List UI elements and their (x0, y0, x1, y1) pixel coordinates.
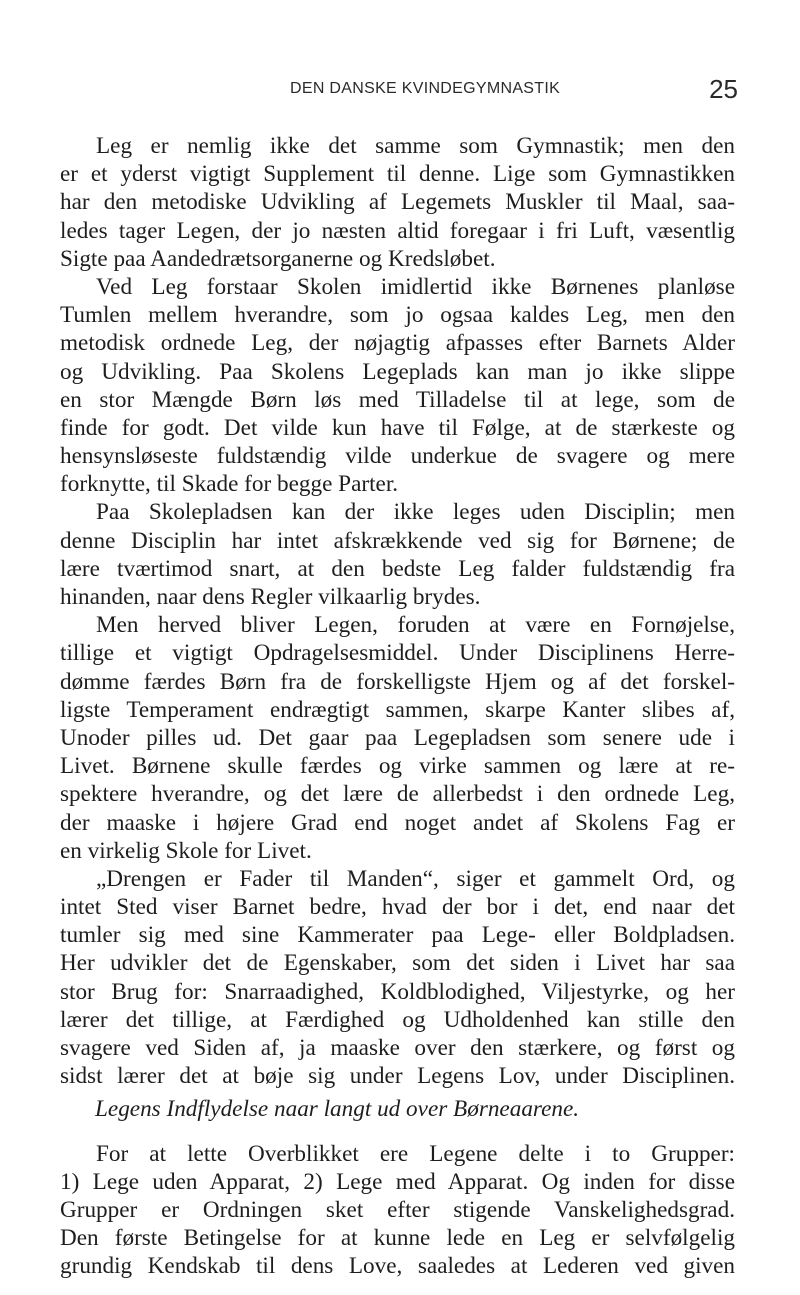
text-line: og Udvikling. Paa Skolens Legeplads kan man jo ikke slippe (60, 358, 735, 385)
section-heading: Legens Indflydelse naar langt ud over Børneaarene. (95, 1096, 580, 1123)
text-line: ledes tager Legen, der jo næsten altid foregaar i fri Luft, væsentlig (60, 217, 735, 244)
text-line: sidst lærer det at bøje sig under Legens Lov, under Disciplinen. (60, 1063, 735, 1090)
text-line: der maaske i højere Grad end noget andet af Skolens Fag er (60, 809, 735, 836)
text-line: svagere ved Siden af, ja maaske over den stærkere, og først og (60, 1035, 735, 1061)
text-line: Den første Betingelse for at kunne lede en Leg er selvfølgelig (60, 1225, 735, 1252)
text-line: Tumlen mellem hverandre, som jo ogsaa kaldes Leg, men den (60, 302, 735, 329)
text-line: hensynsløseste fuldstændig vilde underkue de svagere og mere (60, 443, 735, 470)
text-line: lærer det tillige, at Færdighed og Udholdenhed kan stille den (60, 1006, 735, 1033)
text-line: metodisk ordnede Leg, der nøjagtig afpasses efter Barnets Alder (60, 330, 735, 357)
text-line: har den metodiske Udvikling af Legemets Muskler til Maal, saa- (60, 189, 735, 216)
page-number: 25 (709, 74, 738, 104)
text-line: tumler sig med sine Kammerater paa Lege- eller Boldpladsen. (60, 922, 735, 949)
text-line: Ved Leg forstaar Skolen imidlertid ikke Børnenes planløse (96, 273, 735, 300)
text-line: Livet. Børnene skulle færdes og virke sammen og lære at re- (60, 753, 735, 780)
text-line: dømme færdes Børn fra de forskelligste Hjem og af det forskel- (60, 668, 735, 695)
text-line: en stor Mængde Børn løs med Tilladelse til at lege, som de (60, 386, 735, 413)
text-line: en virkelig Skole for Livet. (60, 837, 312, 864)
text-line: Paa Skolepladsen kan der ikke leges uden Disciplin; men (96, 499, 735, 526)
text-line: Sigte paa Aandedrætsorganerne og Kredsløbet. (60, 245, 496, 272)
running-title: DEN DANSKE KVINDEGYMNASTIK (290, 80, 561, 97)
text-line: Her udvikler det de Egenskaber, som det siden i Livet har saa (60, 950, 735, 977)
text-line: Men herved bliver Legen, foruden at være en Fornøjelse, (96, 612, 735, 639)
text-line: finde for godt. Det vilde kun have til Følge, at de stærkeste og (60, 414, 735, 441)
text-line: ligste Temperament endrægtigt sammen, skarpe Kanter slibes af, (60, 696, 735, 723)
text-line: „Drengen er Fader til Manden“, siger et gammelt Ord, og (96, 865, 735, 892)
text-line: grundig Kendskab til dens Love, saaledes at Lederen ved given (60, 1253, 735, 1280)
text-line: Unoder pilles ud. Det gaar paa Legepladsen som senere ude i (60, 724, 735, 751)
text-line: Leg er nemlig ikke det samme som Gymnastik; men den (96, 133, 735, 159)
text-line: hinanden, naar dens Regler vilkaarlig brydes. (60, 584, 481, 610)
running-header (0, 74, 800, 108)
text-line: lære tværtimod snart, at den bedste Leg falder fuldstændig fra (60, 555, 735, 582)
text-line: tillige et vigtigt Opdragelsesmiddel. Under Disciplinens Herre- (60, 640, 735, 667)
body-text (60, 132, 735, 1281)
text-line: denne Disciplin har intet afskrækkende ved sig for Børnene; de (60, 527, 735, 554)
text-line: 1) Lege uden Apparat, 2) Lege med Apparat. Og inden for disse (60, 1168, 735, 1195)
text-line: forknytte, til Skade for begge Parter. (60, 471, 399, 498)
text-line: spektere hverandre, og det lære de allerbedst i den ordnede Leg, (60, 781, 735, 808)
text-line: For at lette Overblikket ere Legene delte i to Grupper: (96, 1140, 735, 1167)
text-line: Grupper er Ordningen sket efter stigende Vanskelighedsgrad. (60, 1196, 735, 1223)
text-line: stor Brug for: Snarraadighed, Koldblodighed, Viljestyrke, og her (60, 978, 735, 1005)
text-line: er et yderst vigtigt Supplement til denne. Lige som Gymnastikken (60, 161, 735, 188)
text-line: intet Sted viser Barnet bedre, hvad der bor i det, end naar det (60, 894, 735, 921)
